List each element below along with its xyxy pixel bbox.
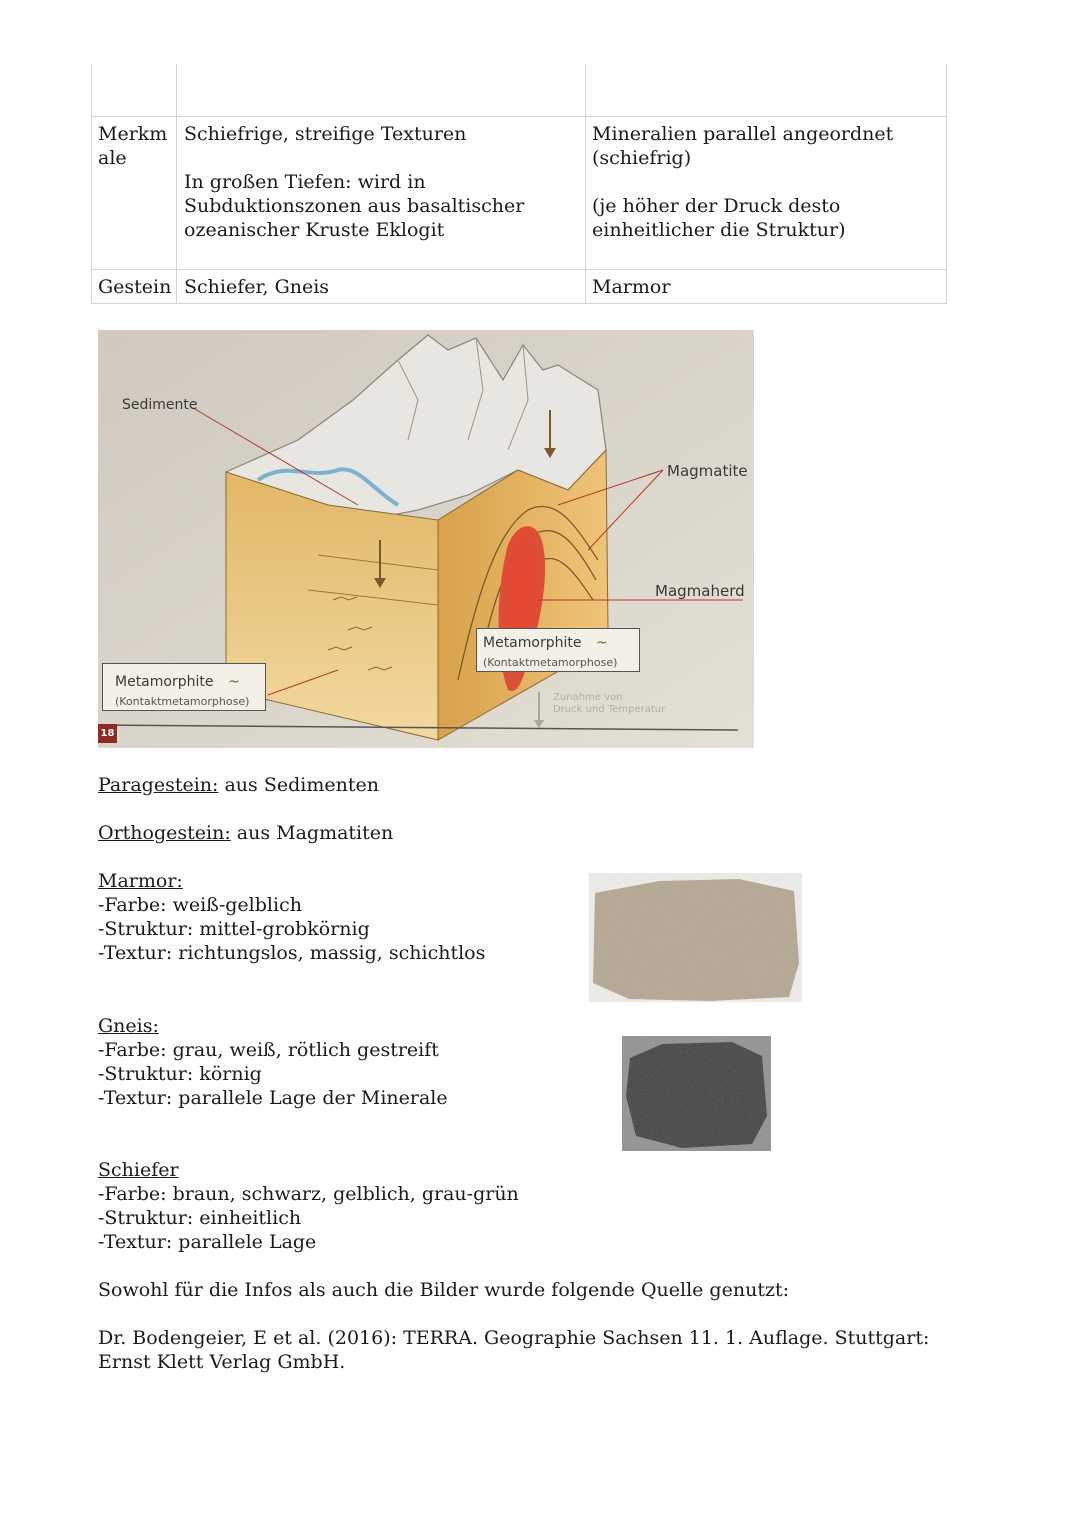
cell-line: Subduktionszonen aus basaltischer [184,195,525,217]
paragestein-term: Paragestein: [98,774,219,796]
orthogestein-term: Orthogestein: [98,822,231,844]
meta-right-sub: (Kontaktmetamorphose) [483,656,618,669]
marmor-title: Marmor: [98,870,183,892]
marmor-section [98,869,485,965]
gneis-title: Gneis: [98,1015,159,1037]
zunahme-line: Zunahme von [553,692,623,703]
citation-line: Dr. Bodengeier, E et al. (2016): TERRA. Geographie Sachsen 11. 1. Auflage. Stuttgart: [98,1327,930,1349]
zunahme-line: Druck und Temperatur [553,704,666,715]
table-divider-2 [585,64,586,304]
meta-right-title: Metamorphite [483,635,582,651]
label-box-metamorphite-left [102,663,266,711]
schiefer-farbe: -Farbe: braun, schwarz, gelblich, grau-grün [98,1183,519,1205]
paragestein-text: aus Sedimenten [218,774,379,796]
figure-number-badge: 18 [98,724,117,743]
cell-line [592,170,893,194]
cell-line: Mineralien parallel angeordnet [592,123,894,145]
schiefer-struktur: -Struktur: einheitlich [98,1207,302,1229]
meta-left-title: Metamorphite [115,674,214,690]
definition-orthogestein [98,821,393,845]
label-line: ale [98,147,127,169]
cell-line [184,146,524,170]
gneis-photo [622,1036,771,1151]
cell-line: (schiefrig) [592,147,692,169]
table-cell-gestein-col1: Schiefer, Gneis [184,276,330,298]
cell-line: ozeanischer Kruste Eklogit [184,219,445,241]
label-magmaherd: Magmaherd [655,582,745,600]
label-zunahme [553,692,665,716]
cell-line: In großen Tiefen: wird in [184,171,426,193]
wave-icon: ~ [595,635,608,651]
table-row-label-merkmale [98,122,167,170]
label-magmatite: Magmatite [667,462,748,480]
source-intro: Sowohl für die Infos als auch die Bilder wurde folgende Quelle genutzt: [98,1279,789,1301]
metamorphism-block-diagram [98,330,754,748]
table-border-bottom [91,303,947,304]
table-border-left [91,64,92,304]
table-divider-1 [176,64,177,304]
schiefer-textur: -Textur: parallele Lage [98,1231,317,1253]
citation-line: Ernst Klett Verlag GmbH. [98,1351,346,1373]
marmor-struktur: -Struktur: mittel-grobkörnig [98,918,370,940]
orthogestein-text: aus Magmatiten [230,822,394,844]
wave-icon: ~ [227,674,240,690]
schiefer-title: Schiefer [98,1159,179,1181]
cell-line: einheitlicher die Struktur) [592,219,846,241]
definition-paragestein [98,773,379,797]
cell-line: Schiefrige, streifige Texturen [184,123,467,145]
meta-left-sub: (Kontaktmetamorphose) [115,695,250,708]
gneis-farbe: -Farbe: grau, weiß, rötlich gestreift [98,1039,439,1061]
label-sedimente: Sedimente [122,397,198,413]
rock-properties-table [91,64,947,304]
label-box-metamorphite-right [476,628,640,672]
table-cell-merkmale-col1 [184,122,524,242]
table-row-divider-1 [91,116,947,117]
table-border-right [946,64,947,304]
table-row-divider-2 [91,269,947,270]
label-line: Merkm [98,123,168,145]
marmor-photo [589,873,802,1002]
schiefer-section [98,1158,519,1254]
gneis-struktur: -Struktur: körnig [98,1063,262,1085]
table-cell-merkmale-col2 [592,122,893,242]
gneis-textur: -Textur: parallele Lage der Minerale [98,1087,448,1109]
table-cell-gestein-col2: Marmor [592,276,671,298]
marmor-farbe: -Farbe: weiß-gelblich [98,894,302,916]
gneis-section [98,1014,448,1110]
source-citation [98,1326,929,1374]
marmor-textur: -Textur: richtungslos, massig, schichtlos [98,942,486,964]
cell-line: (je höher der Druck desto [592,195,841,217]
table-row-label-gestein: Gestein [98,276,172,298]
